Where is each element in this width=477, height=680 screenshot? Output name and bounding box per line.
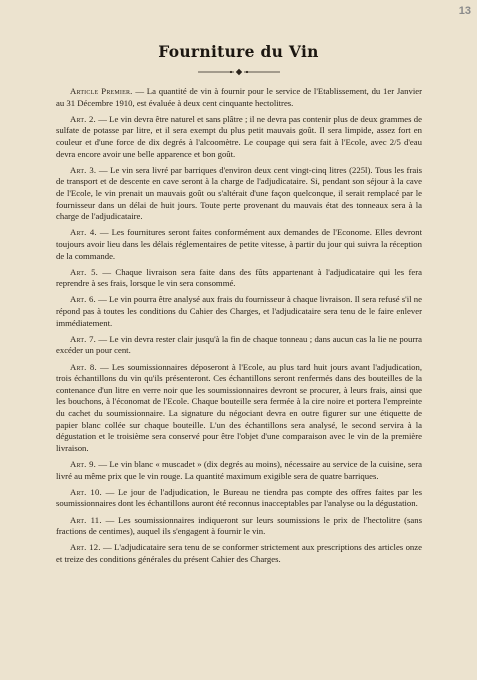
- article-paragraph: [56, 334, 422, 357]
- article-text: — Le vin sera livré par barriques d'environ deux cent vingt-cinq litres (225l). Tous les frais de transport et de descente en cave seront à la charge de l'adjudicataire. Si, pendant son séjour à la cave de l'Ecole, le vin prenait un mauvais goût ou s'altérait d'une façon quelconque, il serait remplacé par le fournisseur dans un délai de huit jours. Toute perte provenant du mauvais état des tonneaux sera à la charge de l'adjudicataire.: [56, 164, 422, 222]
- title-ornament-divider: [196, 68, 282, 76]
- article-paragraph: [56, 227, 422, 262]
- article-label: Art. 12.: [70, 542, 101, 553]
- article-paragraph: [56, 459, 422, 482]
- article-label: Art. 7.: [70, 333, 96, 344]
- article-label: Art. 2.: [70, 113, 96, 124]
- article-text: — Les soumissionnaires déposeront à l'Ecole, au plus tard huit jours avant l'adjudication, trois échantillons du vin qu'ils présenteront. Ces échantillons seront renfermés dans des bouteilles de la contenance d'un litre en verre noir que les soumissionnaires devront se procurer, à leurs frais, ainsi que les bouchons, à l'économat de l'Ecole. Chaque bouteille sera fermée à la cire noire et portera l'empreinte du cachet du soumissionnaire. La signature du négociant devra en outre figurer sur une étiquette de papier blanc collée sur chaque bouteille. L'un des échantillons sera analysé, le second servira à la dégustation et le troisième sera conservé pour être l'objet d'une comparaison avec le vin de la première livraison.: [56, 361, 422, 453]
- article-paragraph: [56, 267, 422, 290]
- article-paragraph: [56, 294, 422, 329]
- article-label: Article Premier.: [70, 86, 133, 96]
- article-paragraph: [56, 542, 422, 565]
- article-paragraph: [56, 86, 422, 109]
- article-label: Art. 11.: [70, 514, 102, 525]
- article-text: — La quantité de vin à fournir pour le service de l'Etablissement, du 1er Janvier au 31 Décembre 1910, est évaluée à deux cent cinquante hectolitres.: [56, 86, 422, 108]
- article-label: Art. 4.: [70, 227, 97, 238]
- article-label: Art. 3.: [70, 164, 97, 175]
- article-text: — Les soumissionnaires indiqueront sur leurs soumissions le prix de l'hectolitre (sans fractions de centimes), auquel ils s'engagent à fournir le vin.: [56, 514, 423, 537]
- article-label: Art. 5.: [70, 266, 99, 277]
- article-label: Art. 10.: [70, 486, 102, 497]
- article-label: Art. 8.: [70, 361, 97, 372]
- article-text: — L'adjudicataire sera tenu de se conformer strictement aux prescriptions des articles onze et treize des conditions générales du présent Cahier des Charges.: [56, 542, 422, 564]
- page-title: Fourniture du Vin: [158, 42, 319, 61]
- article-text: — Le jour de l'adjudication, le Bureau ne tiendra pas compte des offres faites par les soumissionnaires dont les échantillons auront été reconnus inacceptables par l'analyse ou la dégustation.: [56, 486, 423, 509]
- articles-list: [56, 86, 422, 570]
- article-text: — Le vin devra rester clair jusqu'à la fin de chaque tonneau ; dans aucun cas la lie ne pourra excéder un pour cent.: [56, 333, 422, 356]
- article-text: — Le vin pourra être analysé aux frais du fournisseur à chaque livraison. Il sera refusé s'il ne répond pas à toutes les conditions du Cahier des Charges, et l'adjudicataire sera tenu de le faire enlever immédiatement.: [56, 294, 422, 328]
- article-paragraph: [56, 165, 422, 223]
- article-text: — Chaque livraison sera faite dans des fûts appartenant à l'adjudicataire qui les fera reprendre à ses frais, lorsque le vin sera consommé.: [56, 266, 423, 289]
- article-text: — Les fournitures seront faites conformément aux demandes de l'Econome. Elles devront toujours avoir lieu dans les délais réglementaires de petite vitesse, à partir du jour qui suivra la réception de la commande.: [56, 227, 422, 261]
- article-text: — Le vin devra être naturel et sans plâtre ; il ne devra pas contenir plus de deux grammes de sulfate de potasse par litre, et il sera exempt du plus petit mauvais goût. Il sera limpide, assez fort en couleur et d'une force de dix degrés à l'alcoomètre. Le coupage qui sera fait à l'Ecole, avec 2/5 d'eau devra encore avoir une belle apparence et bon goût.: [56, 113, 422, 159]
- article-paragraph: [56, 487, 422, 510]
- article-label: Art. 6.: [70, 294, 96, 305]
- article-paragraph: [56, 114, 422, 160]
- article-paragraph: [56, 362, 422, 455]
- article-text: — Le vin blanc « muscadet » (dix degrés au moins), nécessaire au service de la cuisine, sera livré au même prix que le vin rouge. La quantité maximum exigible sera de quatre barriques.: [56, 458, 423, 481]
- page-number: 13: [458, 5, 471, 17]
- article-label: Art. 9.: [70, 458, 96, 469]
- article-paragraph: [56, 515, 422, 538]
